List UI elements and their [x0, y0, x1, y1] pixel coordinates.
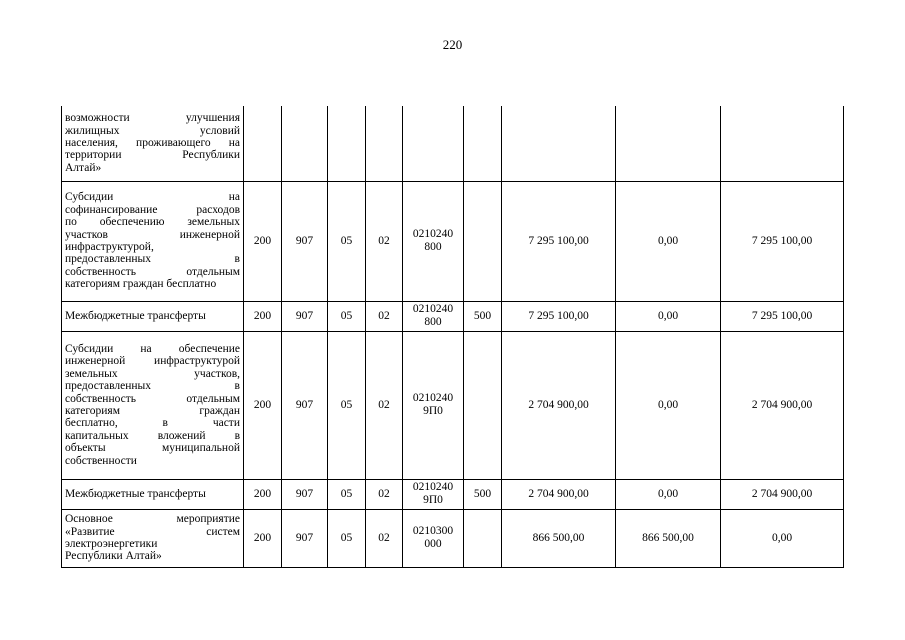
cell-target-article: 0210240 800	[403, 181, 464, 301]
cell-admin-code: 200	[244, 301, 282, 331]
cell-amount-total	[502, 106, 616, 181]
cell-amount-total: 7 295 100,00	[502, 181, 616, 301]
cell-admin-code: 200	[244, 509, 282, 567]
cell-amount-total: 2 704 900,00	[502, 479, 616, 509]
table-row	[62, 106, 844, 181]
cell-amount-federal	[616, 106, 721, 181]
table-row	[62, 181, 844, 301]
cell-target-article: 0210240 9П0	[403, 331, 464, 479]
cell-target-article	[403, 106, 464, 181]
cell-subsection: 02	[366, 301, 403, 331]
cell-section: 05	[328, 509, 366, 567]
cell-ministry-code: 907	[282, 301, 328, 331]
row-description: Субсидии на софинансирование расходов по обеспечению земельных участков инженерной инфраструктурой, предоставленных в собственность отдельным категориям граждан бесплатно	[62, 181, 244, 301]
cell-admin-code	[244, 106, 282, 181]
cell-amount-regional: 2 704 900,00	[721, 479, 844, 509]
cell-target-article: 0210300 000	[403, 509, 464, 567]
table-row	[62, 479, 844, 509]
table-row	[62, 331, 844, 479]
cell-target-article: 0210240 9П0	[403, 479, 464, 509]
cell-amount-total: 7 295 100,00	[502, 301, 616, 331]
cell-amount-regional: 2 704 900,00	[721, 331, 844, 479]
cell-subsection: 02	[366, 181, 403, 301]
cell-amount-federal: 0,00	[616, 479, 721, 509]
cell-section: 05	[328, 301, 366, 331]
row-description: Межбюджетные трансферты	[62, 479, 244, 509]
budget-table	[61, 106, 844, 568]
cell-section: 05	[328, 479, 366, 509]
page-number: 220	[442, 37, 463, 52]
row-description: Субсидии на обеспечение инженерной инфраструктурой земельных участков, предоставленных в собственность отдельным категориям граждан бесплатно, в части капитальных вложений в объекты муниципальной собственности	[62, 331, 244, 479]
cell-admin-code: 200	[244, 331, 282, 479]
cell-expense-type: 500	[464, 479, 502, 509]
cell-amount-federal: 0,00	[616, 301, 721, 331]
cell-amount-total: 2 704 900,00	[502, 331, 616, 479]
cell-target-article: 0210240 800	[403, 301, 464, 331]
table-row	[62, 301, 844, 331]
cell-expense-type	[464, 509, 502, 567]
cell-expense-type	[464, 331, 502, 479]
cell-expense-type	[464, 106, 502, 181]
cell-ministry-code: 907	[282, 479, 328, 509]
cell-section: 05	[328, 181, 366, 301]
cell-subsection: 02	[366, 509, 403, 567]
cell-amount-federal: 0,00	[616, 331, 721, 479]
cell-expense-type: 500	[464, 301, 502, 331]
cell-subsection: 02	[366, 479, 403, 509]
row-description: Межбюджетные трансферты	[62, 301, 244, 331]
cell-amount-federal: 0,00	[616, 181, 721, 301]
cell-ministry-code: 907	[282, 509, 328, 567]
cell-section	[328, 106, 366, 181]
cell-ministry-code	[282, 106, 328, 181]
cell-ministry-code: 907	[282, 181, 328, 301]
cell-admin-code: 200	[244, 479, 282, 509]
cell-amount-regional: 7 295 100,00	[721, 181, 844, 301]
cell-amount-federal: 866 500,00	[616, 509, 721, 567]
cell-amount-regional	[721, 106, 844, 181]
cell-admin-code: 200	[244, 181, 282, 301]
cell-expense-type	[464, 181, 502, 301]
cell-ministry-code: 907	[282, 331, 328, 479]
cell-subsection	[366, 106, 403, 181]
row-description: Основное мероприятие «Развитие систем электроэнергетики Республики Алтай»	[62, 509, 244, 567]
cell-section: 05	[328, 331, 366, 479]
cell-amount-regional: 7 295 100,00	[721, 301, 844, 331]
row-description: возможности улучшения жилищных условий населения, проживающего на территории Республики Алтай»	[62, 106, 244, 181]
cell-subsection: 02	[366, 331, 403, 479]
cell-amount-regional: 0,00	[721, 509, 844, 567]
cell-amount-total: 866 500,00	[502, 509, 616, 567]
table-row	[62, 509, 844, 567]
